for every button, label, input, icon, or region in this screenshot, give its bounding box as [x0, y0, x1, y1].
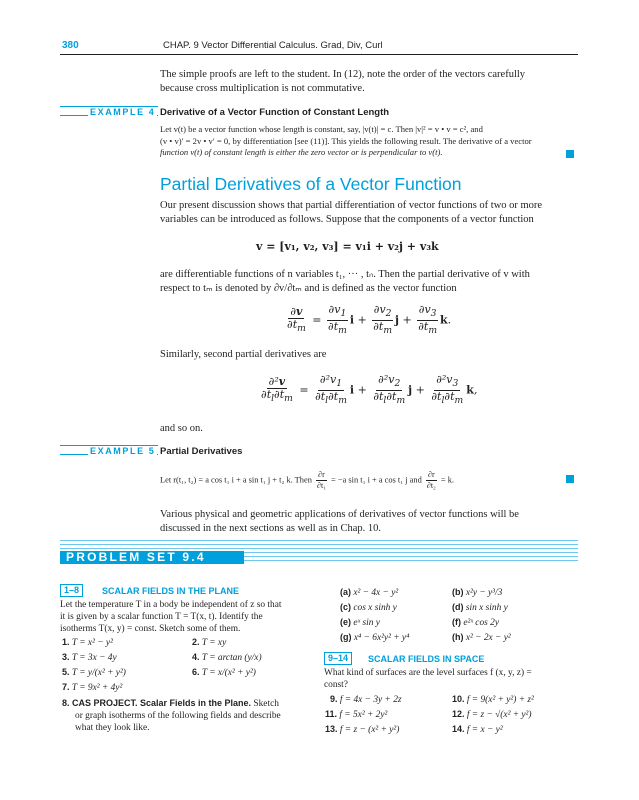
paragraph-line: are differentiable functions of n variables t₁, ··· , tₙ. Then the partial derivative of v with: [160, 269, 530, 280]
example5-text: = k.: [440, 475, 455, 485]
cas-item: (f) e²ˣ cos 2y: [452, 617, 499, 628]
partial-derivative-formula: $\frac{\partial v}{\partial t_m}$ = $\frac{\partial v_1}{\partial t_m}$ i + $\frac{\partial v_2}{\partial t_m}$ j + $\frac{\partial v_3}{\partial t_m}$ k.: [287, 303, 452, 337]
banner-stripe: [244, 556, 578, 557]
cas-item: (e) eˣ sin y: [340, 617, 380, 628]
cas-item: (c) cos x sinh y: [340, 602, 397, 613]
paragraph-line: discussed in the next sections as well as in Chap. 10.: [160, 523, 382, 535]
banner-stripe: [60, 544, 578, 545]
section-paragraph-1: [160, 199, 580, 228]
problem-item: 6. T = x/(x² + y²): [192, 667, 256, 678]
intro-paragraph: [160, 68, 580, 97]
closing-paragraph: [160, 508, 580, 537]
running-header: CHAP. 9 Vector Differential Calculus. Grad, Div, Curl: [163, 40, 383, 51]
intro-line: The simple proofs are left to the student. In (12), note the order of the vectors carefully: [160, 69, 526, 80]
problem-range-box: 9–14: [324, 652, 352, 665]
cas-item: (h) x² − 2x − y²: [452, 632, 511, 643]
example5-body: Let r(t₁, t₂) = a cos t₁ i + a sin t₁ j + t₂ k. Then $\frac{\partial r}{\text{∂t₁}}$ = −a sin t₁ i + a cos t₁ j and $\frac{\partial r}{\text{∂t₂}}$ = k.: [160, 470, 455, 490]
problem-item: 14. f = x − y²: [452, 724, 503, 735]
text-line: What kind of surfaces are the level surfaces f (x, y, z) =: [324, 668, 532, 678]
example5-text: Let r(t₁, t₂) = a cos t₁ i + a sin t₁ j + t₂ k. Then: [160, 475, 312, 485]
paragraph-line: variables can be introduced as follows. Suppose that the components of a vector function: [160, 214, 534, 226]
problem-set-title: PROBLEM SET 9.4: [66, 550, 206, 564]
item8-text: or graph isotherms of the following fields and describe: [75, 710, 281, 721]
end-of-example-icon: [566, 150, 574, 158]
end-of-example-icon: [566, 475, 574, 483]
section-paragraph-4: and so on.: [160, 423, 203, 434]
paragraph-line: respect to tₘ is denoted by ∂v/∂tₘ and is defined as the vector function: [160, 283, 457, 295]
second-partial-formula: $\frac{\text{∂²v}}{\partial t_l\partial t_m}$ = $\frac{\partial^2v_1}{\partial t_l\partial t_m}$ i + $\frac{\partial^2v_2}{\partial t_l\partial t_m}$ j + $\frac{\partial^2v_3}{\partial t_l\partial t_m}$ k,: [261, 373, 478, 407]
item8-text: what they look like.: [75, 722, 150, 733]
problem-item: 11. f = 5x² + 2y²: [325, 709, 388, 720]
example4-line: function v(t) of constant length is either the zero vector or is perpendicular to v(t).: [160, 147, 443, 157]
item8-heading: 8. CAS PROJECT. Scalar Fields in the Plane.: [62, 698, 252, 708]
header-rule: [60, 54, 578, 55]
problem-item: 7. T = 9x² + 4y²: [62, 682, 123, 693]
banner-stripe: [60, 540, 578, 541]
paragraph-line: Various physical and geometric applications of derivatives of vector functions will be: [160, 509, 519, 520]
equation-v: v = [v₁, v₂, v₃] = v₁i + v₂j + v₃k: [256, 240, 439, 253]
example5-title: Partial Derivatives: [160, 446, 243, 457]
cas-item: (g) x⁴ − 6x²y² + y⁴: [340, 632, 410, 643]
problem-group-heading: SCALAR FIELDS IN SPACE: [368, 654, 485, 664]
banner-stripe: [244, 552, 578, 553]
problem-item: 9. f = 4x − 3y + 2z: [330, 694, 402, 705]
example4-line: Let v(t) be a vector function whose length is constant, say, |v(t)| = c. Then |v|² = v • v = c², and: [160, 124, 483, 134]
text-line: const?: [324, 679, 348, 690]
problem-item: 1. T = x² − y²: [62, 637, 113, 648]
problem-item: 3. T = 3x − 4y: [62, 652, 117, 663]
problem-item: 5. T = y/(x² + y²): [62, 667, 126, 678]
cas-item: (d) sin x sinh y: [452, 602, 508, 613]
page-number: 380: [62, 40, 79, 51]
problem-group-text: [324, 668, 578, 692]
example4-title: Derivative of a Vector Function of Constant Length: [160, 107, 390, 118]
text-line: it is given by a scalar function T = T(x, t). Identify the: [60, 611, 263, 622]
problem-item-8: [62, 698, 312, 734]
text-line: isotherms T(x, y) = const. Sketch some of them.: [60, 623, 241, 634]
example4-body: [160, 124, 578, 159]
banner-stripe: [60, 548, 578, 549]
section-title: Partial Derivatives of a Vector Function: [160, 174, 462, 194]
problem-item: 4. T = arctan (y/x): [192, 652, 262, 663]
intro-line: because cross multiplication is not commutative.: [160, 83, 365, 95]
cas-item: (b) x²y − y³/3: [452, 587, 503, 598]
problem-item: 10. f = 9(x² + y²) + z²: [452, 694, 534, 705]
problem-item: 2. T = xy: [192, 637, 227, 648]
section-paragraph-2: [160, 268, 580, 297]
example4-line: (v • v)′ = 2v • v′ = 0, by differentiation [see (11)]. This yields the following result. The derivative of a vector: [160, 135, 532, 146]
problem-group-heading: SCALAR FIELDS IN THE PLANE: [102, 586, 240, 596]
section-paragraph-3: Similarly, second partial derivatives are: [160, 349, 327, 360]
example5-text: = −a sin t₁ i + a cos t₁ j and: [331, 475, 422, 485]
problem-item: 13. f = z − (x² + y²): [325, 724, 400, 735]
example5-label: EXAMPLE 5: [90, 446, 156, 456]
cas-item: (a) x² − 4x − y²: [340, 587, 399, 598]
problem-item: 12. f = z − √(x² + y²): [452, 709, 532, 720]
banner-stripe: [244, 560, 578, 561]
paragraph-line: Our present discussion shows that partial differentiation of vector functions of two or more: [160, 200, 543, 211]
problem-range-box: 1–8: [60, 584, 83, 597]
problem-group-text: [60, 600, 312, 635]
text-line: Let the temperature T in a body be independent of z so that: [60, 600, 282, 610]
example4-label: EXAMPLE 4: [90, 107, 156, 117]
item8-text: Sketch: [253, 699, 279, 709]
